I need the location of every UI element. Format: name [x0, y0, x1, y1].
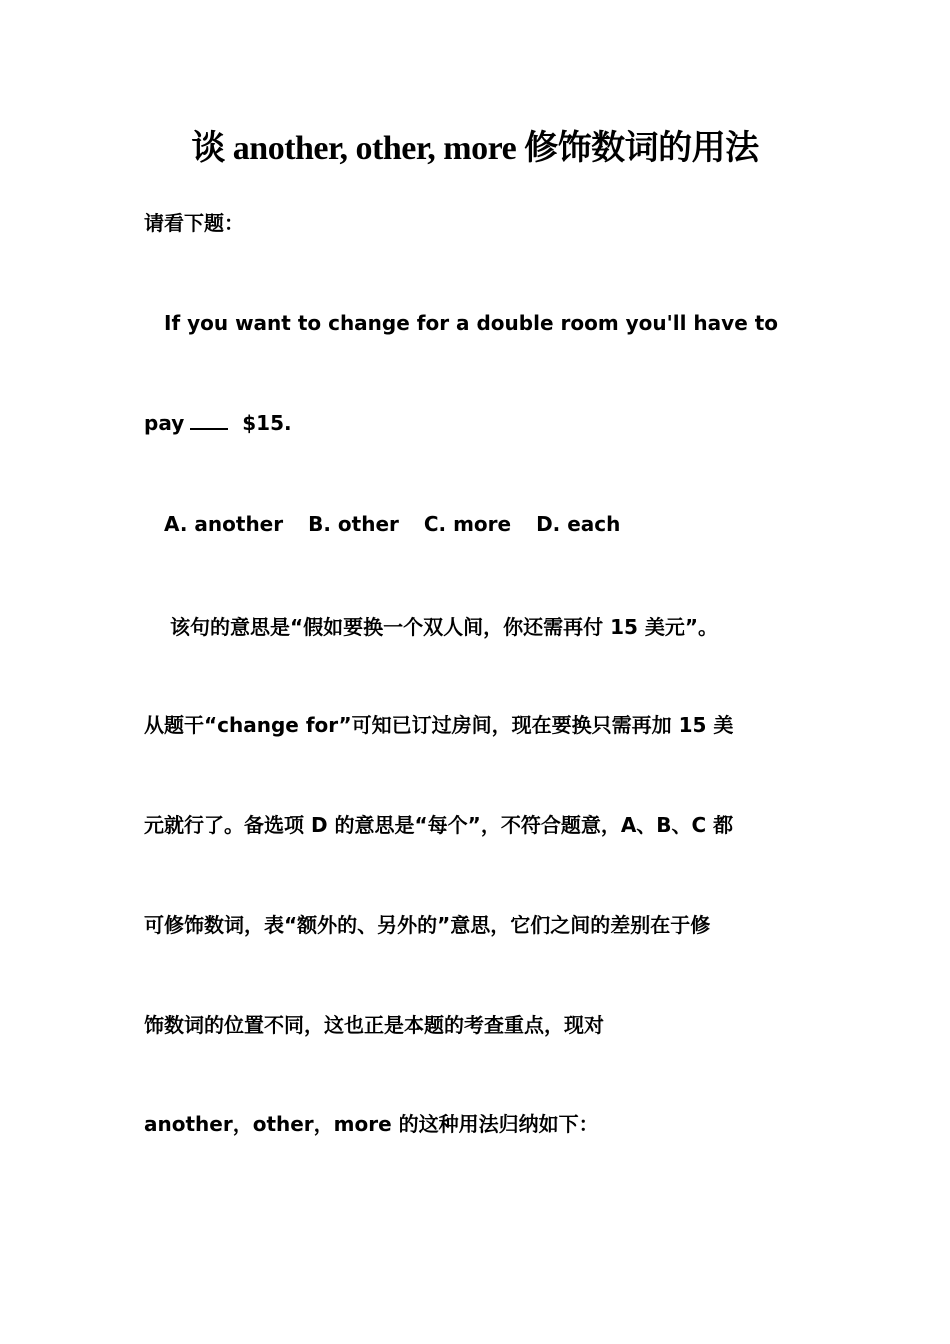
option-a: A. another: [164, 512, 284, 536]
intro-text: 请看下题：: [144, 211, 244, 235]
answer-options: [164, 509, 620, 539]
explanation-line-1: 该句的意思是“假如要换一个双人间，你还需再付 15 美元”。: [170, 615, 719, 639]
question-line-1: If you want to change for a double room you'll have to: [164, 311, 779, 335]
explanation-line-2: 从题干“change for”可知已订过房间，现在要换只需再加 15 美: [144, 713, 734, 737]
question-line-2-prefix: pay: [144, 411, 185, 435]
explanation-line-3: 元就行了。备选项 D 的意思是“每个”，不符合题意，A、B、C 都: [144, 813, 734, 837]
document-title: 谈 another, other, more 修饰数词的用法: [191, 130, 759, 167]
explanation-line-5: 饰数词的位置不同，这也正是本题的考查重点，现对: [144, 1013, 604, 1037]
option-b: B. other: [308, 512, 399, 536]
option-c: C. more: [423, 512, 512, 536]
question-line-2: [144, 408, 292, 438]
explanation-line-4: 可修饰数词，表“额外的、另外的”意思，它们之间的差别在于修: [144, 913, 711, 937]
question-line-2-suffix: $15.: [242, 411, 292, 435]
explanation-line-6: another，other，more 的这种用法归纳如下：: [144, 1112, 599, 1136]
answer-blank: [190, 410, 228, 430]
option-d: D. each: [536, 512, 621, 536]
